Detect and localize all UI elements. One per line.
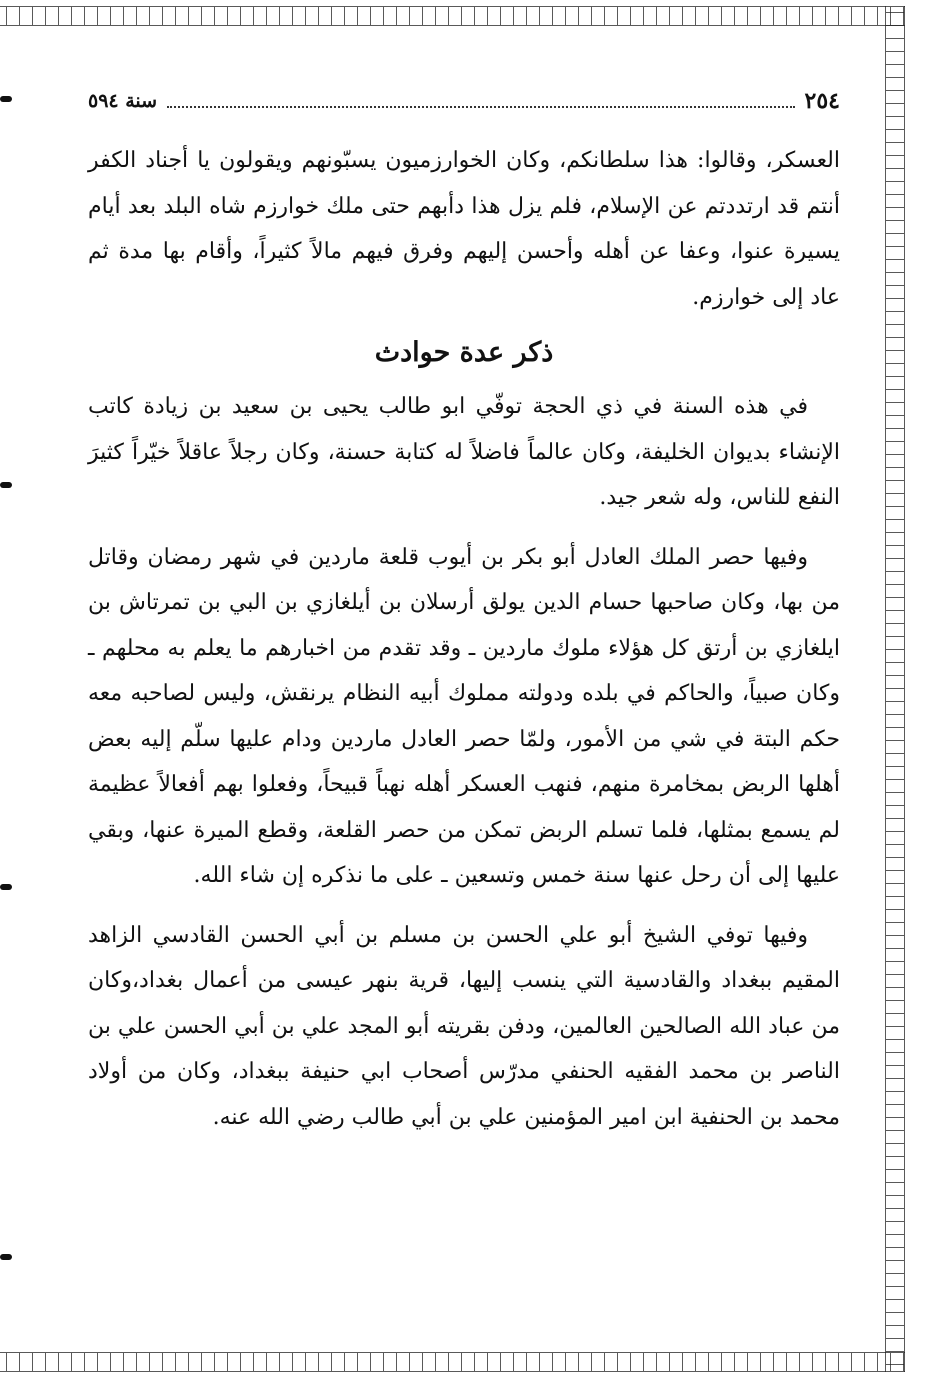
decorative-border-right [885, 6, 905, 1372]
decorative-border-top [0, 6, 905, 26]
header-dotted-rule [167, 94, 794, 108]
margin-mark [0, 1254, 12, 1260]
margin-mark [0, 884, 12, 890]
continued-paragraph: العسكر، وقالوا: هذا سلطانكم، وكان الخوارزميون يسبّونهم ويقولون يا أجناد الكفر أنتم قد ارتددتم عن الإسلام، فلم يزل هذا دأبهم حتى ملك خوارزم شاه البلد بعد أيام يسيرة عنوا، وعفا عن أهله وأحسن إليهم وفرق فيهم مالاً كثيراً، وأقام بها مدة ثم عاد إلى خوارزم. [88, 148, 840, 310]
section-heading: ذكر عدة حوادث [374, 337, 554, 368]
paragraph: في هذه السنة في ذي الحجة توفّي ابو طالب يحيى بن سعيد بن زيادة كاتب الإنشاء بديوان الخليفة، وكان عالماً فاضلاً له كتابة حسنة، وكان رجلاً عاقلاً خيّراً كثيرَ النفع للناس، وله شعر جيد. [88, 394, 840, 510]
paragraph: وفيها حصر الملك العادل أبو بكر بن أيوب قلعة ماردين في شهر رمضان وقاتل من بها، وكان صاحبها حسام الدين يولق أرسلان بن أيلغازي بن البي بن تمرتاش بن ايلغازي بن أرتق كل هؤلاء ملوك ماردين ـ وقد تقدم من اخبارهم ما يعلم به محلهم ـ وكان صبياً، والحاكم في بلده ودولته مملوك أبيه النظام يرنقش، وليس لصاحبه معه حكم البتة في شي من الأمور، ولمّا حصر العادل ماردين ودام عليها سلّم إليه بعض أهلها الربض بمخامرة منهم، فنهب العسكر أهله نهباً قبيحاً، وفعلوا بهم أفعالاً عظيمة لم يسمع بمثلها، فلما تسلم الربض تمكن من حصر القلعة، وقطع الميرة عنها، وبقي عليها إلى أن رحل عنها سنة خمس وتسعين ـ على ما نذكره إن شاء الله. [88, 544, 840, 888]
decorative-border-bottom [0, 1352, 905, 1372]
running-head [88, 84, 840, 118]
paragraph: وفيها توفي الشيخ أبو علي الحسن بن مسلم بن أبي الحسن القادسي الزاهد المقيم ببغداد والقادسية التي ينسب إليها، قرية بنهر عيسى من أعمال بغداد،وكان من عباد الله الصالحين العالمين، ودفن بقريته أبو المجد علي بن أبي الحسن علي بن الناصر بن محمد الفقيه الحنفي مدرّس أصحاب ابي حنيفة ببغداد، وكان من أولاد محمد بن الحنفية ابن امير المؤمنين علي بن أبي طالب رضي الله عنه. [88, 922, 840, 1130]
margin-mark [0, 96, 12, 102]
page-body [88, 138, 840, 1140]
year-label: سنة ٥٩٤ [88, 90, 158, 112]
margin-mark [0, 482, 12, 488]
page-number: ٢٥٤ [804, 88, 840, 114]
